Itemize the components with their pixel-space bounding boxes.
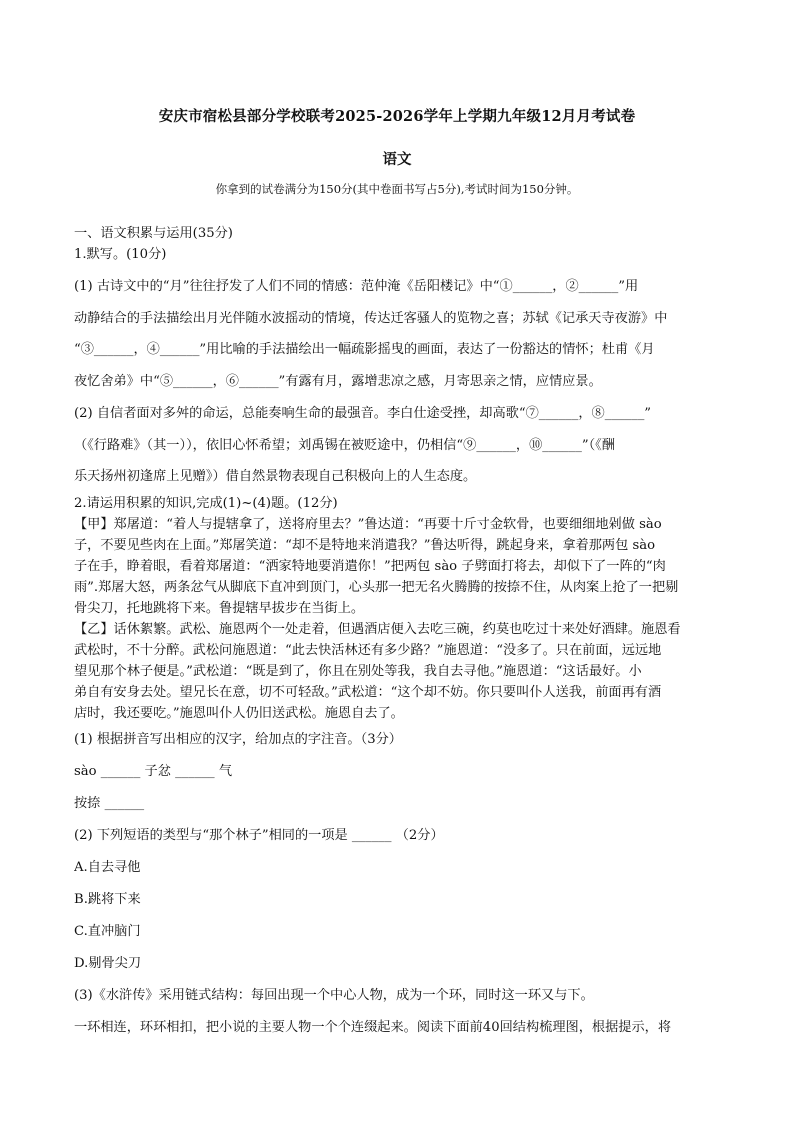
text-line: 望见那个林子便是。”武松道：“既是到了，你且在别处等我，我自去寻他。”施恩道：“这话最好。小 xyxy=(74,663,642,679)
option-a: A.自去寻他 xyxy=(74,859,141,875)
exam-note: 你拿到的试卷满分为150分(其中卷面书写占5分),考试时间为150分钟。 xyxy=(215,182,579,196)
exam-body xyxy=(74,223,722,1044)
question-1-heading: 1.默写。(10分) xyxy=(74,247,167,262)
text-line: 动静结合的手法描绘出月光伴随水波摇动的情境，传达迁客骚人的览物之喜；苏轼《记承天寺夜游》中 xyxy=(74,310,668,326)
text-line: 【乙】话休絮繁。武松、施恩两个一处走着，但遇酒店便入去吃三碗，约莫也吃过十来处好酒肆。施恩看 xyxy=(74,621,681,637)
text-line: 乐天扬州初逢席上见赠》）借自然景物表现自己积极向上的人生态度。 xyxy=(74,469,477,484)
text-line: 骨尖刀，托地跳将下来。鲁提辖早拔步在当街上。 xyxy=(74,600,365,616)
subquestion-1: (1) 根据拼音写出相应的汉字，给加点的字注音。（3分） xyxy=(74,731,402,747)
text-line: (2) 自信者面对多舛的命运，总能奏响生命的最强音。李白仕途受挫，却高歌“⑦______，⑧______” xyxy=(74,406,652,421)
question-1-part-1 xyxy=(74,271,722,397)
text-line: 夜忆舍弟》中“⑤______，⑥______”有露有月，露增悲凉之感，月寄思亲之情，应情应景。 xyxy=(74,373,602,389)
question-1-part-2 xyxy=(74,398,722,493)
subquestion-1-blanks-b: 按捺 ______ xyxy=(74,795,145,811)
text-line: 子在手，睁着眼，看着郑屠道：“洒家特地要消遣你！”把两包 sào 子劈面打将去，却似下了一阵的“肉 xyxy=(74,558,666,574)
text-line: 武松时，不十分醉。武松问施恩道：“此去快活林还有多少路？”施恩道：“没多了。只在前面，远远地 xyxy=(74,642,662,658)
subquestion-3: (3)《水浒传》采用链式结构：每回出现一个中心人物，成为一个环，同时这一环又与下。 xyxy=(74,987,594,1003)
text-line: 雨”.郑屠大怒，两条忿气从脚底下直冲到顶门，心头那一把无名火腾腾的按捺不住，从肉案上抢了一把剔 xyxy=(74,579,679,595)
subquestion-1-blanks-a: sào ______ 子忿 ______ 气 xyxy=(74,763,233,779)
question-2-heading: 2.请运用积累的知识,完成(1)~(4)题。(12分) xyxy=(74,495,338,511)
passage-b xyxy=(74,619,722,724)
option-d: D.剔骨尖刀 xyxy=(74,955,142,971)
option-c: C.直冲脑门 xyxy=(74,923,141,939)
subquestion-3-continued: 一环相连，环环相扣，把小说的主要人物一个个连缀起来。阅读下面前40回结构梳理图，根据提示，将 xyxy=(74,1019,672,1035)
text-line: (1) 古诗文中的“月”往往抒发了人们不同的情感：范仲淹《岳阳楼记》中“①______，②______”用 xyxy=(74,279,639,294)
text-line: 子，不要见些肉在上面。”郑屠笑道：“却不是特地来消遣我？”鲁达听得，跳起身来，拿着那两包 sào xyxy=(74,537,656,553)
section-heading: 一、语文积累与运用(35分) xyxy=(74,226,233,241)
passage-a xyxy=(74,514,722,619)
subquestion-2: (2) 下列短语的类型与“那个林子”相同的一项是 ______ （2分） xyxy=(74,827,444,843)
exam-title: 安庆市宿松县部分学校联考2025-2026学年上学期九年级12月月考试卷 xyxy=(158,108,636,125)
text-line: “③______，④______”用比喻的手法描绘出一幅疏影摇曳的画面，表达了一份豁达的情怀；杜甫《月 xyxy=(74,342,655,357)
subject-title: 语文 xyxy=(382,151,412,168)
text-line: 【甲】郑屠道：“着人与提辖拿了，送将府里去？”鲁达道：“再要十斤寸金软骨，也要细细地剁做 sào xyxy=(74,516,662,532)
option-b: B.跳将下来 xyxy=(74,891,141,907)
text-line: （《行路难》（其一）），依旧心怀希望；刘禹锡在被贬途中，仍相信“⑨______，⑩______”（《酬 xyxy=(74,437,615,453)
text-line: 店时，我还要吃。”施恩叫仆人仍旧送武松。施恩自去了。 xyxy=(74,705,404,721)
text-line: 弟自有安身去处。望兄长在意，切不可轻敌。”武松道：“这个却不妨。你只要叫仆人送我，前面再有酒 xyxy=(74,684,662,700)
